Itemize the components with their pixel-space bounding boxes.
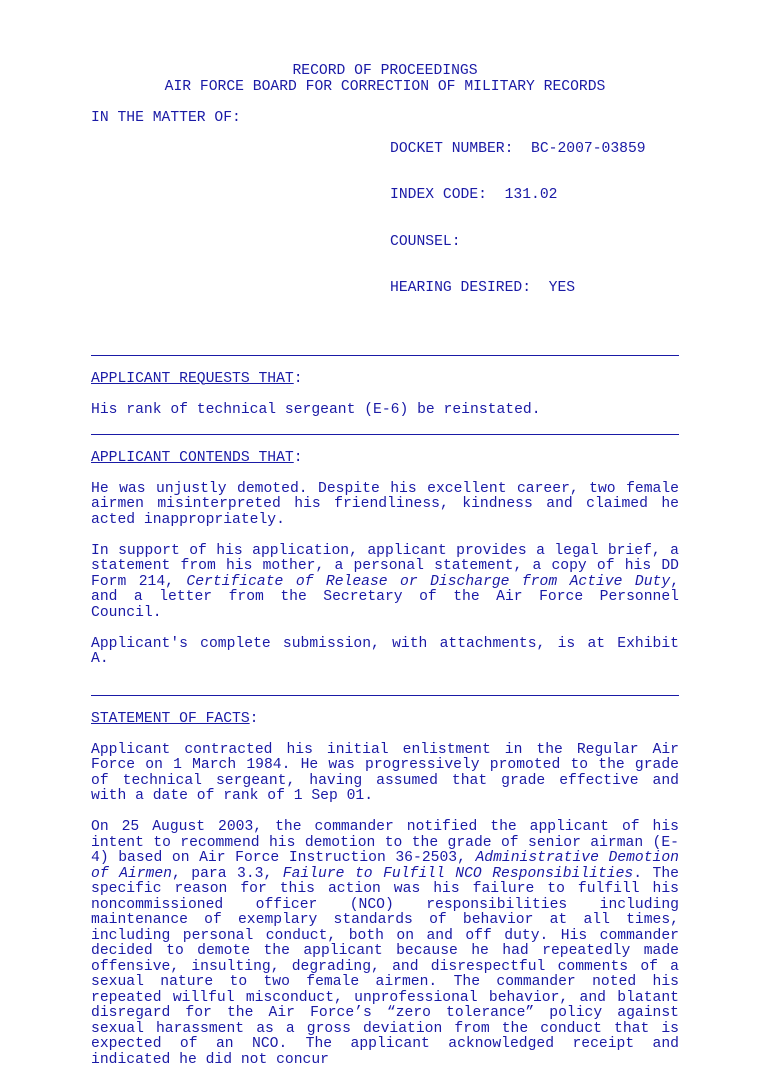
matter-details: [390, 111, 679, 328]
requests-body: His rank of technical sergeant (E-6) be reinstated.: [91, 401, 541, 418]
matter-label: IN THE MATTER OF:: [91, 109, 241, 126]
contends-paragraph-2: [91, 544, 679, 622]
facts-paragraph-2: [91, 820, 679, 1068]
matter-block: [91, 111, 679, 328]
hearing-desired: HEARING DESIRED: YES: [390, 280, 576, 296]
text-run: , para 3.3,: [172, 865, 283, 882]
text-run: On 25 August 2003, the commander notified the applicant of his intent to recommend his demotion to the grade of senior airman (E-4) based on Air Force Instruction 36-2503,: [91, 819, 679, 866]
facts-paragraph-1: Applicant contracted his initial enlistment in the Regular Air Force on 1 March 1984. He was progressively promoted to the grade of technical sergeant, having assumed that grade effective and with a date of rank of 1 Sep 01.: [91, 741, 679, 804]
docket-number: DOCKET NUMBER: BC-2007-03859: [390, 140, 646, 157]
text-run: . The specific reason for this action was his failure to fulfill his noncommissioned officer (NCO) responsibilities including maintenance of exemplary standards of behavior at all times, including personal conduct, both on and off duty. His commander decided to demote the applicant because he had repeatedly made offensive, insulting, degrading, and disrespectful comments of a sexual nature to two female airmen. The commander noted his repeated willful misconduct, unprofessional behavior, and blatant disregard for the Air Force’s “zero tolerance” policy against sexual harassment as a gross deviation from the conduct that is expected of an NCO. The applicant acknowledged receipt and indicated he did not concur: [91, 865, 679, 1068]
italic-run: Administrative Demotion of Airmen: [91, 850, 679, 882]
record-title: RECORD OF PROCEEDINGS: [292, 63, 478, 79]
document-page: [91, 64, 679, 1068]
divider: [91, 695, 679, 696]
contends-paragraph-3: Applicant's complete submission, with attachments, is at Exhibit A.: [91, 635, 679, 667]
contends-heading: APPLICANT CONTENDS THAT:: [91, 449, 303, 466]
divider: [91, 355, 679, 356]
contends-paragraph-1: He was unjustly demoted. Despite his excellent career, two female airmen misinterpreted his friendliness, kindness and claimed he acted inappropriately.: [91, 480, 679, 528]
requests-heading: APPLICANT REQUESTS THAT:: [91, 370, 303, 387]
board-title: AIR FORCE BOARD FOR CORRECTION OF MILITARY RECORDS: [164, 78, 606, 95]
facts-heading: STATEMENT OF FACTS:: [91, 710, 259, 727]
text-run: In support of his application, applicant provides a legal brief, a statement from his mother, a personal statement, a copy of his DD Form 214,: [91, 542, 679, 590]
divider: [91, 434, 679, 435]
contends-heading-text: APPLICANT CONTENDS THAT: [91, 449, 294, 466]
facts-heading-text: STATEMENT OF FACTS: [91, 710, 250, 727]
text-run: , and a letter from the Secretary of the Air Force Personnel Council.: [91, 573, 680, 621]
italic-run: Certificate of Release or Discharge from Active Duty: [186, 573, 671, 590]
italic-run: Failure to Fulfill NCO Responsibilities: [282, 865, 634, 882]
counsel: COUNSEL:: [390, 233, 461, 250]
index-code: INDEX CODE: 131.02: [390, 187, 558, 203]
requests-heading-text: APPLICANT REQUESTS THAT: [91, 370, 294, 387]
